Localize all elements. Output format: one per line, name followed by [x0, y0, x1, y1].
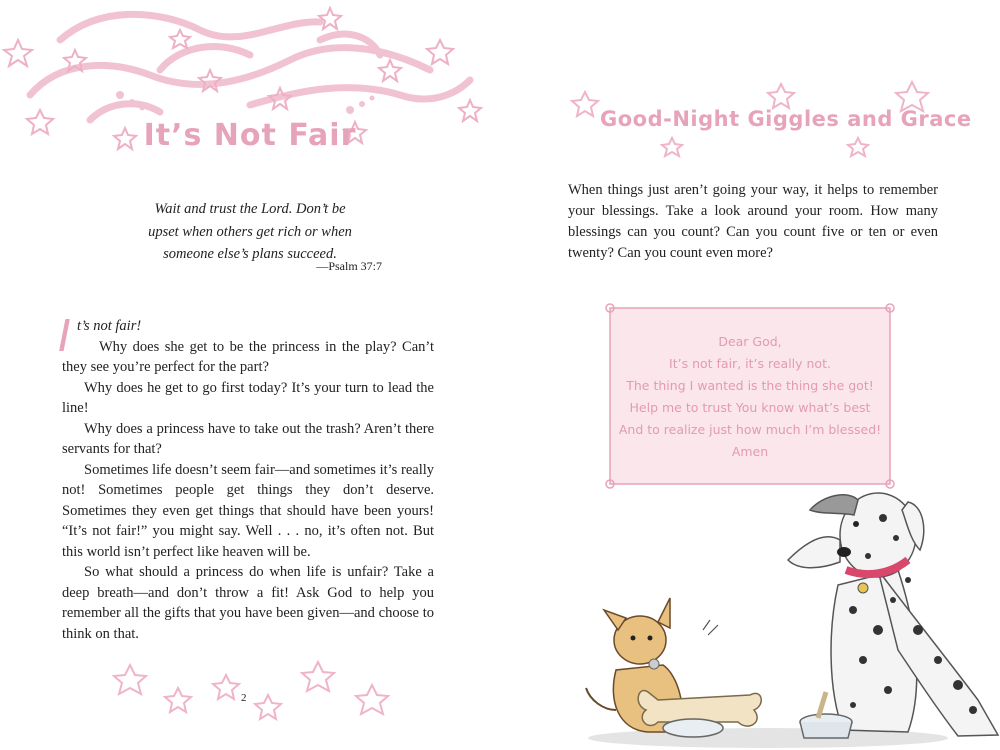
paragraph: So what should a princess do when life is unfair? Take a deep breath—and don’t throw a fit! Ask God to help you remember all the gifts that you have been given—and choose to think on that.	[62, 564, 434, 642]
prayer-line: Dear God,	[718, 334, 782, 349]
dog-illustration	[788, 493, 998, 736]
body-text	[58, 311, 434, 644]
prayer-line: Help me to trust You know what’s best	[629, 400, 871, 415]
prayer-line: The thing I wanted is the thing she got!	[626, 378, 874, 393]
title-stars	[0, 0, 1000, 170]
drop-cap: I	[58, 311, 71, 362]
dogs-illustration	[578, 460, 1000, 750]
paragraph: Why does a princess have to take out the trash? Aren’t there servants for that?	[62, 420, 434, 457]
prayer-line: And to realize just how much I’m blessed!	[618, 422, 882, 437]
verse-line: upset when others get rich or when	[148, 223, 352, 240]
paragraph: Sometimes life doesn’t seem fair—and sometimes it’s really not! Sometimes people get things they don’t deserve. Sometimes they even get things that should have been yours! “It’s not fair!” you might say. Well . . . no, it’s often not. But this world isn’t perfect like heaven will be.	[62, 461, 434, 560]
paragraph: Why does she get to be the princess in the play? Can’t they see you’re perfect for the part?	[62, 338, 434, 375]
prayer-line: Amen	[731, 444, 769, 459]
scripture-verse	[120, 198, 380, 266]
prayer-line: It’s not fair, it’s really not.	[669, 356, 831, 371]
opening-line: t’s not fair!	[76, 318, 142, 334]
prayer-text	[604, 331, 896, 463]
intro-paragraph: When things just aren’t going your way, it helps to remember your blessings. Take a look around your room. How many blessings can you count? Can you count five or ten or even twenty? Can you count even more?	[568, 182, 938, 261]
paragraph: Why does he get to go first today? It’s your turn to lead the line!	[62, 379, 434, 416]
star-decoration	[0, 650, 500, 750]
section-title: Good-Night Giggles and Grace	[600, 107, 972, 131]
empty-bowl-icon	[663, 719, 723, 737]
verse-line: someone else’s plans succeed.	[163, 246, 337, 262]
verse-line: Wait and trust the Lord. Don’t be	[154, 201, 346, 217]
page-title: It’s Not Fair	[143, 118, 357, 153]
page-number: 2	[241, 692, 247, 704]
verse-reference: —Psalm 37:7	[316, 259, 382, 273]
